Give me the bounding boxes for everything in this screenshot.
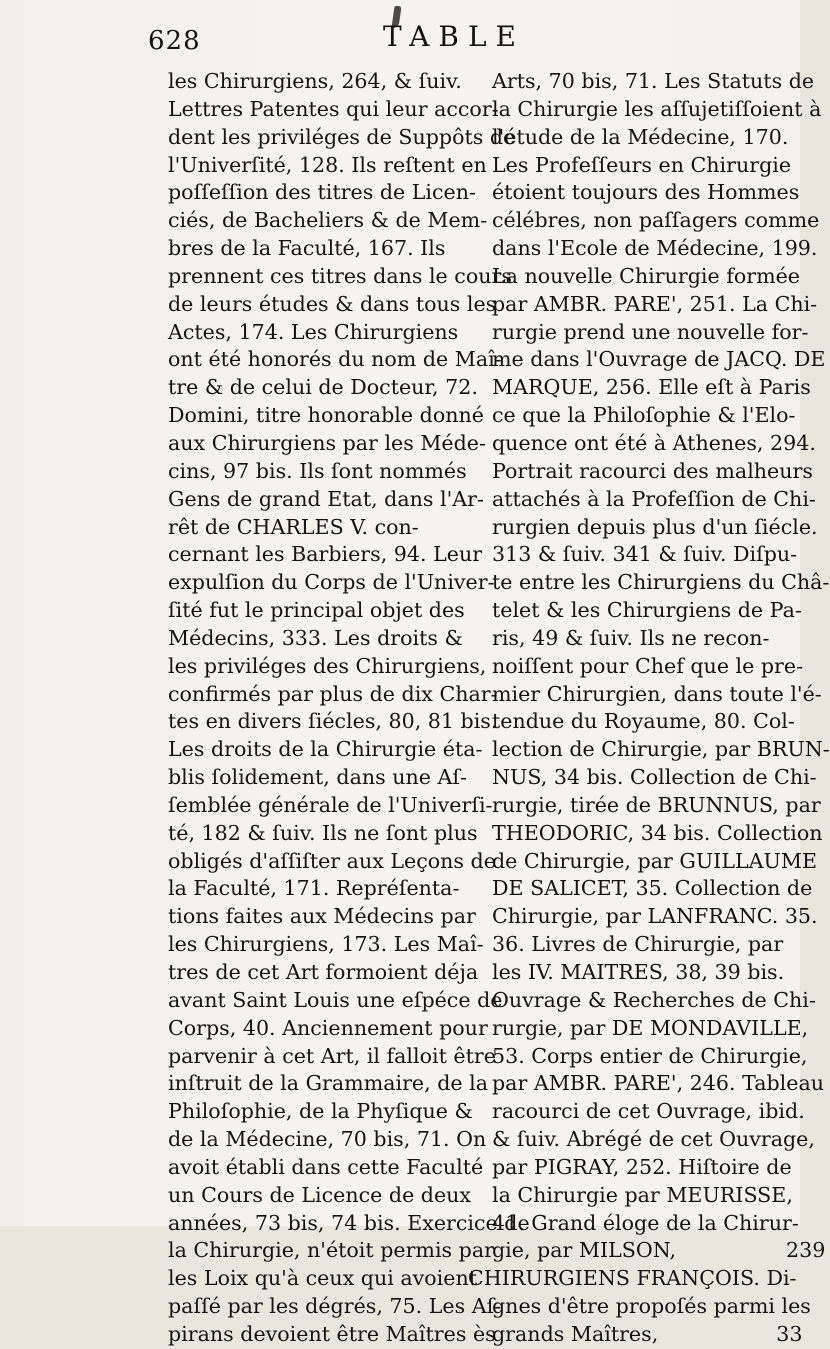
index-line: la Faculté, 171. Repréſenta-: [168, 876, 460, 901]
index-line: Corps, 40. Anciennement pour: [168, 1015, 488, 1040]
index-line: années, 73 bis, 74 bis. Exercice de: [168, 1210, 530, 1235]
index-line: NUS, 34 bis. Collection de Chi-: [492, 765, 817, 790]
index-line: noiſſent pour Chef que le pre-: [492, 653, 804, 678]
index-line: Les droits de la Chirurgie éta-: [168, 737, 483, 762]
index-line: tes en divers ſiécles, 80, 81 bis.: [168, 709, 498, 734]
index-line: Actes, 174. Les Chirurgiens: [168, 319, 459, 344]
index-line: quence ont été à Athenes, 294.: [492, 430, 816, 455]
index-line: [492, 1321, 803, 1349]
index-line: mier Chirurgien, dans toute l'é-: [492, 681, 822, 706]
index-line: 36. Livres de Chirurgie, par: [492, 932, 784, 957]
index-line: Chirurgie, par LANFRANC. 35.: [492, 904, 818, 929]
index-line: 41. Grand éloge de la Chirur-: [492, 1210, 799, 1235]
index-line: MARQUE, 256. Elle eſt à Paris: [492, 375, 811, 400]
index-line: rurgie, par DE MONDAVILLE,: [492, 1015, 809, 1040]
page-reference: 33: [776, 1321, 803, 1346]
index-line: les Chirurgiens, 173. Les Maî-: [168, 932, 484, 957]
index-line: inſtruit de la Grammaire, de la: [168, 1071, 488, 1096]
index-line: Lettres Patentes qui leur accor-: [168, 96, 499, 121]
index-line: Médecins, 333. Les droits &: [168, 625, 463, 650]
index-line: 313 & ſuiv. 341 & ſuiv. Diſpu-: [492, 542, 798, 567]
index-line: ſité fut le principal objet des: [168, 598, 465, 623]
index-line: un Cours de Licence de deux: [168, 1182, 472, 1207]
index-line: ce que la Philoſophie & l'Elo-: [492, 403, 796, 428]
running-title: TABLE: [383, 20, 525, 53]
index-line: THEODORIC, 34 bis. Collection: [492, 820, 823, 845]
index-line: de la Médecine, 70 bis, 71. On: [168, 1127, 487, 1152]
index-line: par AMBR. PARE', 246. Tableau: [492, 1071, 824, 1096]
index-line: cins, 97 bis. Ils ſont nommés: [168, 458, 467, 483]
index-line: racourci de cet Ouvrage, ibid.: [492, 1099, 805, 1124]
index-line: rêt de CHARLES V. con-: [168, 514, 419, 539]
index-line: expulſion du Corps de l'Univer-: [168, 570, 495, 595]
page-number: 628: [148, 26, 201, 56]
left-column: [168, 68, 530, 1349]
index-line: l'Univerſité, 128. Ils reſtent en: [168, 152, 487, 177]
index-line: me dans l'Ouvrage de JACQ. DE: [492, 347, 826, 372]
index-heading-line: CHIRURGIENS FRANÇOIS. Di-: [468, 1266, 797, 1291]
index-line: gnes d'être propoſés parmi les: [492, 1294, 811, 1319]
index-line: de Chirurgie, par GUILLAUME: [492, 848, 818, 873]
index-line: par PIGRAY, 252. Hiſtoire de: [492, 1154, 792, 1179]
index-line: telet & les Chirurgiens de Pa-: [492, 598, 802, 623]
index-line: célébres, non paſſagers comme: [492, 208, 820, 233]
index-line: obligés d'aſſiſter aux Leçons de: [168, 848, 496, 873]
index-line: rurgien depuis plus d'un ſiécle.: [492, 514, 818, 539]
index-line: 53. Corps entier de Chirurgie,: [492, 1043, 808, 1068]
index-line: ont été honorés du nom de Maî-: [168, 347, 502, 372]
index-line: Ouvrage & Recherches de Chi-: [492, 987, 816, 1012]
index-line: la Chirurgie, n'étoit permis par: [168, 1238, 494, 1263]
index-line: Gens de grand Etat, dans l'Ar-: [168, 486, 484, 511]
index-line: ciés, de Bacheliers & de Mem-: [168, 208, 488, 233]
index-line: parvenir à cet Art, il falloit être: [168, 1043, 496, 1068]
entry-text: grands Maîtres,: [492, 1321, 659, 1346]
index-line: ris, 49 & ſuiv. Ils ne recon-: [492, 625, 770, 650]
index-line: étoient toujours des Hommes: [492, 180, 800, 205]
index-line: la Chirurgie par MEURISSE,: [492, 1182, 793, 1207]
index-line: les IV. MAITRES, 38, 39 bis.: [492, 960, 785, 984]
index-line: poſſeſſion des titres de Licen-: [168, 180, 476, 205]
index-line: DE SALICET, 35. Collection de: [492, 876, 813, 901]
index-line: rurgie prend une nouvelle for-: [492, 319, 809, 344]
index-line: cernant les Barbiers, 94. Leur: [168, 542, 483, 567]
index-line: Philoſophie, de la Phyſique &: [168, 1099, 473, 1124]
index-line: tres de cet Art formoient déja: [168, 960, 479, 984]
index-line: aux Chirurgiens par les Méde-: [168, 430, 486, 455]
index-line: confirmés par plus de dix Char-: [168, 681, 498, 706]
index-line: rurgie, tirée de BRUNNUS, par: [492, 792, 821, 817]
index-line: avant Saint Louis une eſpéce de: [168, 987, 503, 1012]
index-line: l'étude de la Médecine, 170.: [492, 124, 789, 149]
index-line: ſemblée générale de l'Univerſi-: [168, 792, 493, 817]
entry-text: gie, par MILSON,: [492, 1238, 677, 1263]
index-line: attachés à la Profeſſion de Chi-: [492, 486, 816, 511]
index-line: les priviléges des Chirurgiens,: [168, 653, 487, 678]
index-line: les Loix qu'à ceux qui avoient: [168, 1266, 477, 1291]
index-line: pirans devoient être Maîtres ès: [168, 1321, 496, 1346]
index-line: tre & de celui de Docteur, 72.: [168, 375, 478, 400]
index-line: & ſuiv. Abrégé de cet Ouvrage,: [492, 1127, 815, 1152]
index-line: La nouvelle Chirurgie formée: [492, 263, 800, 288]
index-line: [492, 1237, 826, 1265]
index-line: Arts, 70 bis, 71. Les Statuts de: [492, 69, 815, 93]
index-line: la Chirurgie les aſſujetiſſoient à: [492, 96, 822, 121]
index-line: paſſé par les dégrés, 75. Les Aſ-: [168, 1294, 502, 1319]
index-line: avoit établi dans cette Faculté: [168, 1154, 484, 1179]
right-column: [468, 68, 830, 1349]
index-line: Portrait racourci des malheurs: [492, 458, 813, 483]
index-line: te entre les Chirurgiens du Châ-: [492, 570, 830, 595]
index-line: blis ſolidement, dans une Aſ-: [168, 765, 467, 790]
index-line: de leurs études & dans tous les: [168, 291, 497, 316]
index-line: dent les priviléges de Suppôts de: [168, 124, 516, 149]
index-line: bres de la Faculté, 167. Ils: [168, 236, 446, 261]
index-line: lection de Chirurgie, par BRUN-: [492, 737, 830, 762]
page-reference: 239: [786, 1238, 826, 1263]
index-line: tendue du Royaume, 80. Col-: [492, 709, 795, 734]
index-line: tions faites aux Médecins par: [168, 904, 476, 929]
index-line: dans l'Ecole de Médecine, 199.: [492, 236, 818, 261]
index-line: té, 182 & ſuiv. Ils ne ſont plus: [168, 820, 478, 845]
index-line: prennent ces titres dans le cours: [168, 263, 512, 288]
index-line: les Chirurgiens, 264, & ſuiv.: [168, 69, 462, 93]
index-line: Domini, titre honorable donné: [168, 403, 484, 428]
index-line: par AMBR. PARE', 251. La Chi-: [492, 291, 818, 316]
index-line: Les Profeſſeurs en Chirurgie: [492, 152, 792, 177]
